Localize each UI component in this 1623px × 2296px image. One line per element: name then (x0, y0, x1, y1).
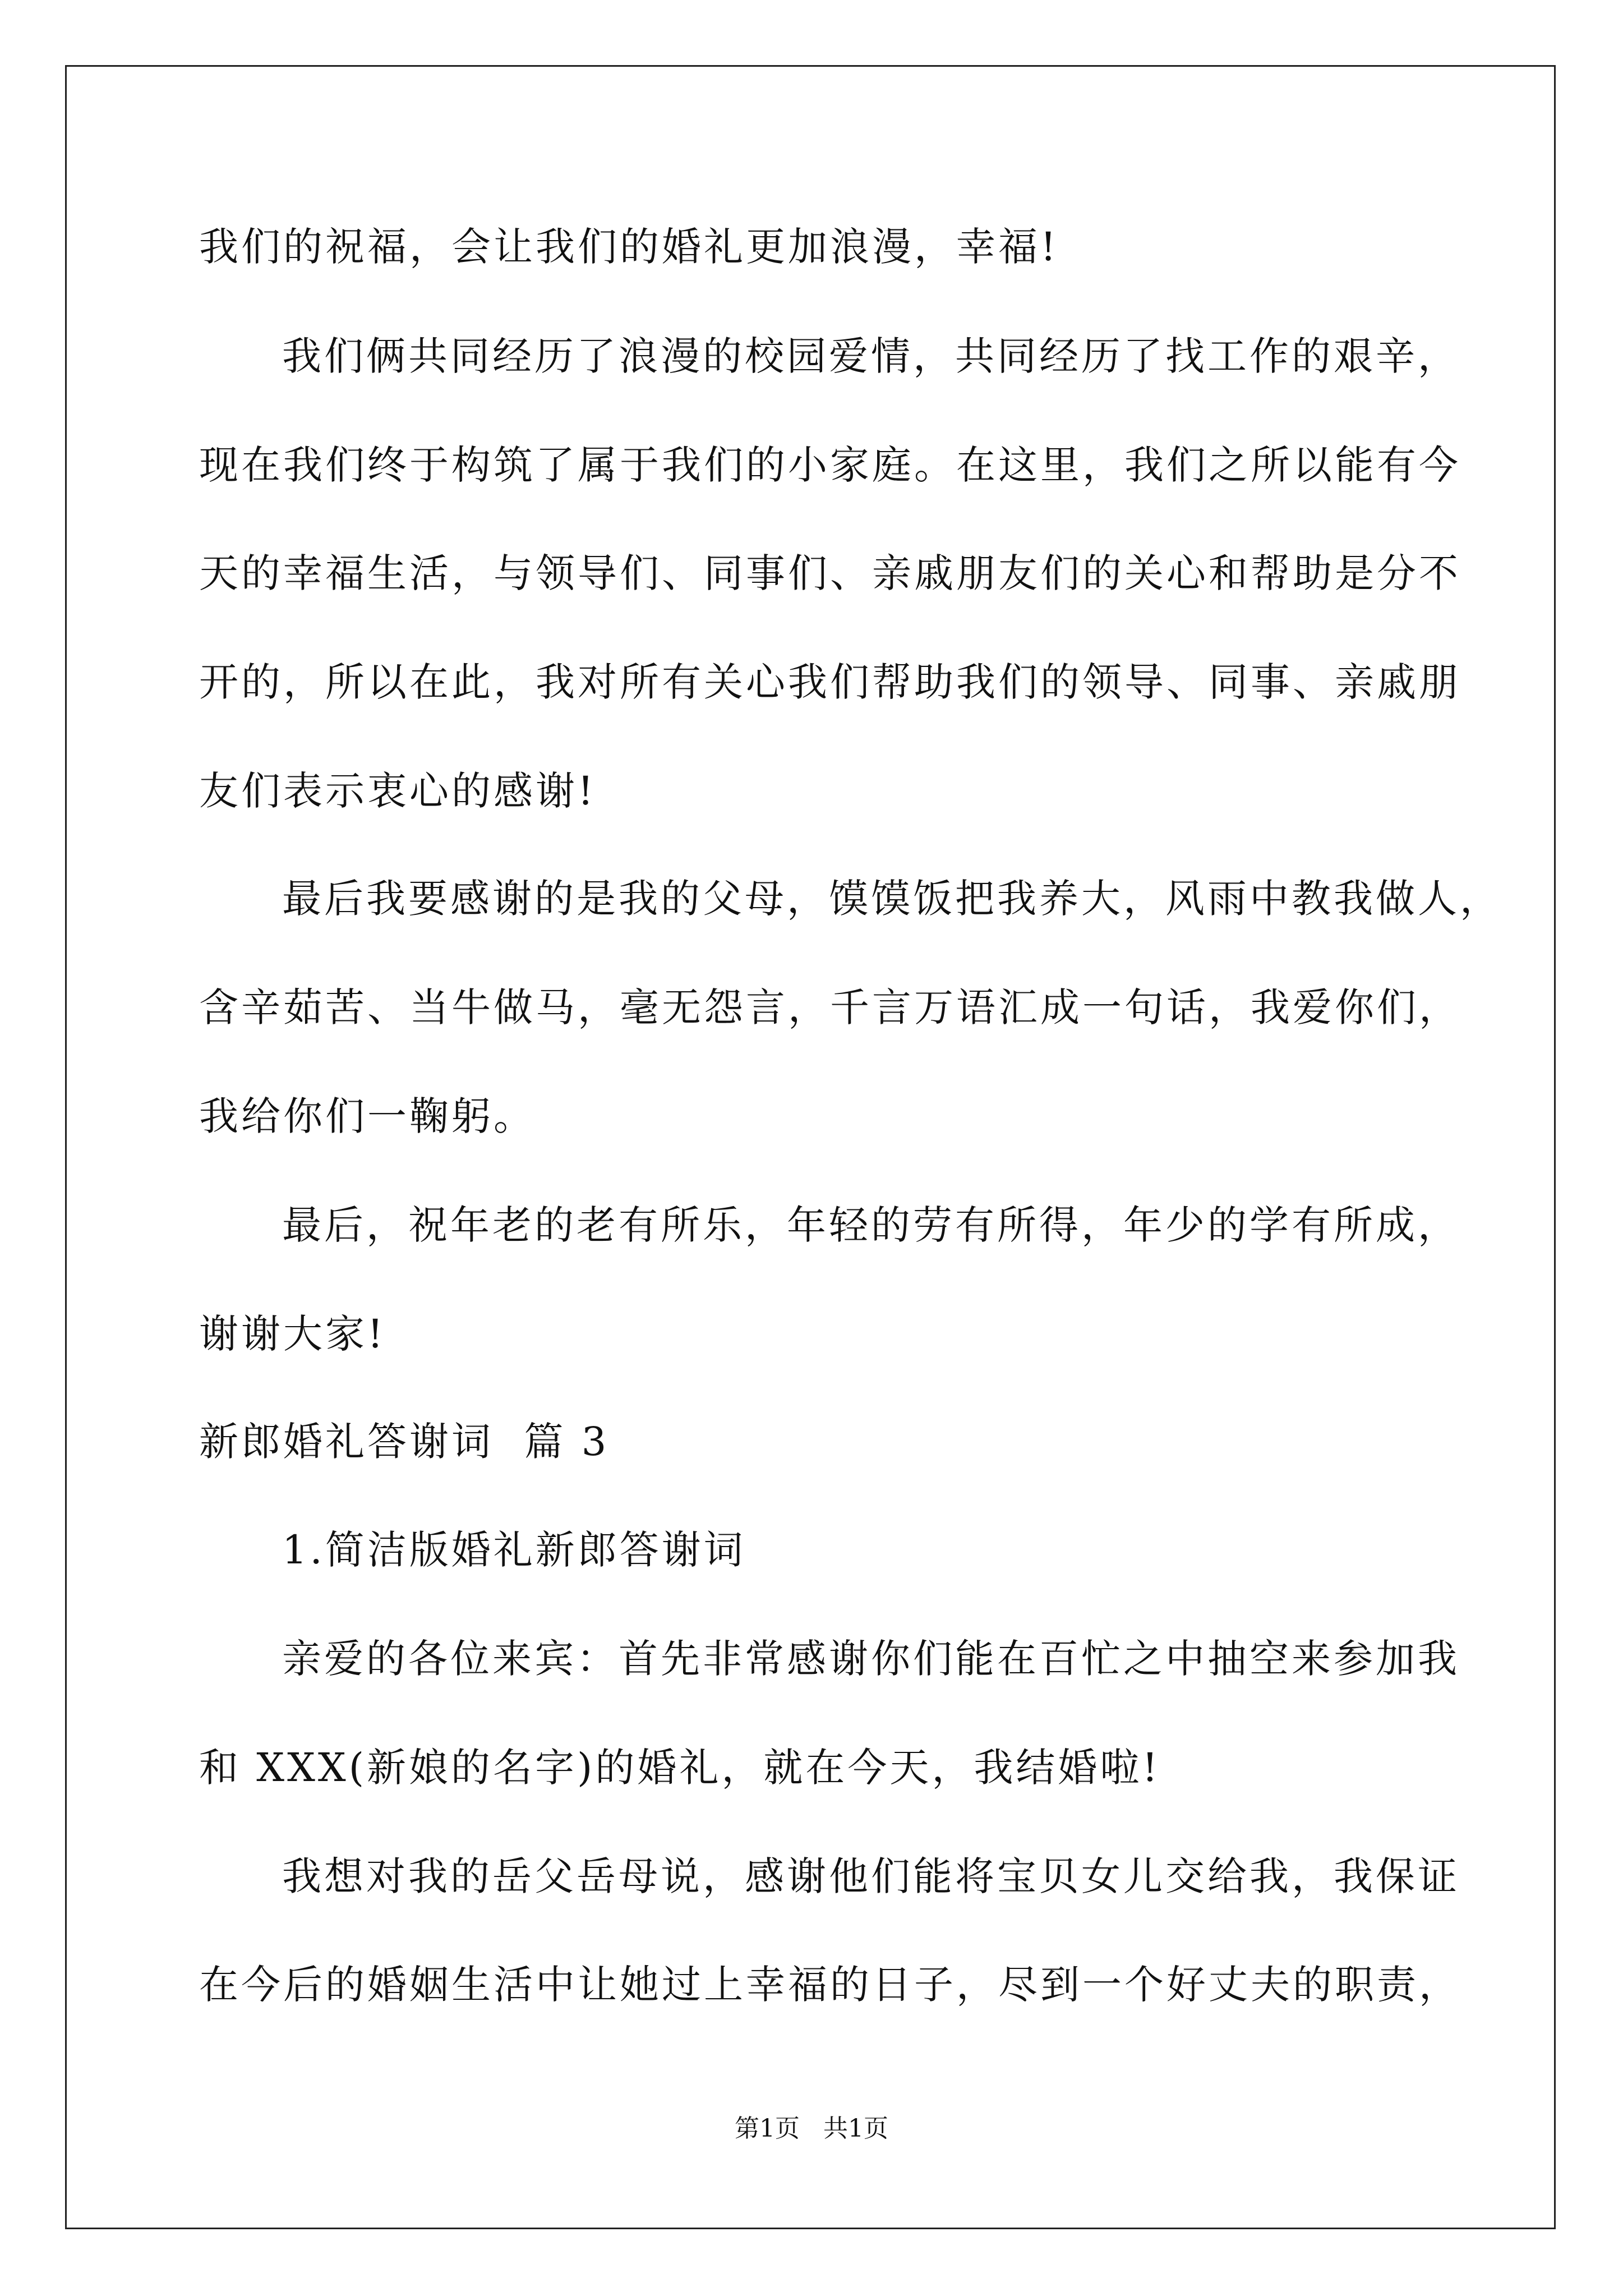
text-line: 我给你们一鞠躬。 (199, 1093, 536, 1139)
text-line: 含辛茹苦、当牛做马，毫无怨言，千言万语汇成一句话，我爱你们， (199, 984, 1461, 1030)
section-heading: 新郎婚礼答谢词 篇 3 (199, 1419, 610, 1465)
page-number-footer: 第1页 共1页 (735, 2114, 888, 2143)
text-line: 天的幸福生活，与领导们、同事们、亲戚朋友们的关心和帮助是分不 (199, 550, 1461, 596)
text-line: 现在我们终于构筑了属于我们的小家庭。在这里，我们之所以能有今 (199, 442, 1461, 488)
sub-heading: 1.简洁版婚礼新郎答谢词 (282, 1527, 746, 1573)
text-line: 友们表示衷心的感谢! (199, 768, 597, 814)
text-line: 最后我要感谢的是我的父母，馍馍饭把我养大，风雨中教我做人， (282, 876, 1502, 922)
text-line: 我们的祝福，会让我们的婚礼更加浪漫，幸福! (199, 224, 1059, 270)
text-line: 我想对我的岳父岳母说，感谢他们能将宝贝女儿交给我，我保证 (282, 1853, 1460, 1899)
text-line: 谢谢大家! (199, 1311, 386, 1357)
text-line: 我们俩共同经历了浪漫的校园爱情，共同经历了找工作的艰辛， (282, 333, 1460, 379)
text-line: 在今后的婚姻生活中让她过上幸福的日子，尽到一个好丈夫的职责， (199, 1962, 1461, 2008)
text-line: 和 XXX(新娘的名字)的婚礼，就在今天，我结婚啦! (199, 1745, 1161, 1791)
text-line: 最后，祝年老的老有所乐，年轻的劳有所得，年少的学有所成， (282, 1202, 1460, 1248)
text-line: 亲爱的各位来宾：首先非常感谢你们能在百忙之中抽空来参加我 (282, 1636, 1460, 1682)
text-line: 开的，所以在此，我对所有关心我们帮助我们的领导、同事、亲戚朋 (199, 659, 1461, 705)
page-border (65, 65, 1556, 2229)
